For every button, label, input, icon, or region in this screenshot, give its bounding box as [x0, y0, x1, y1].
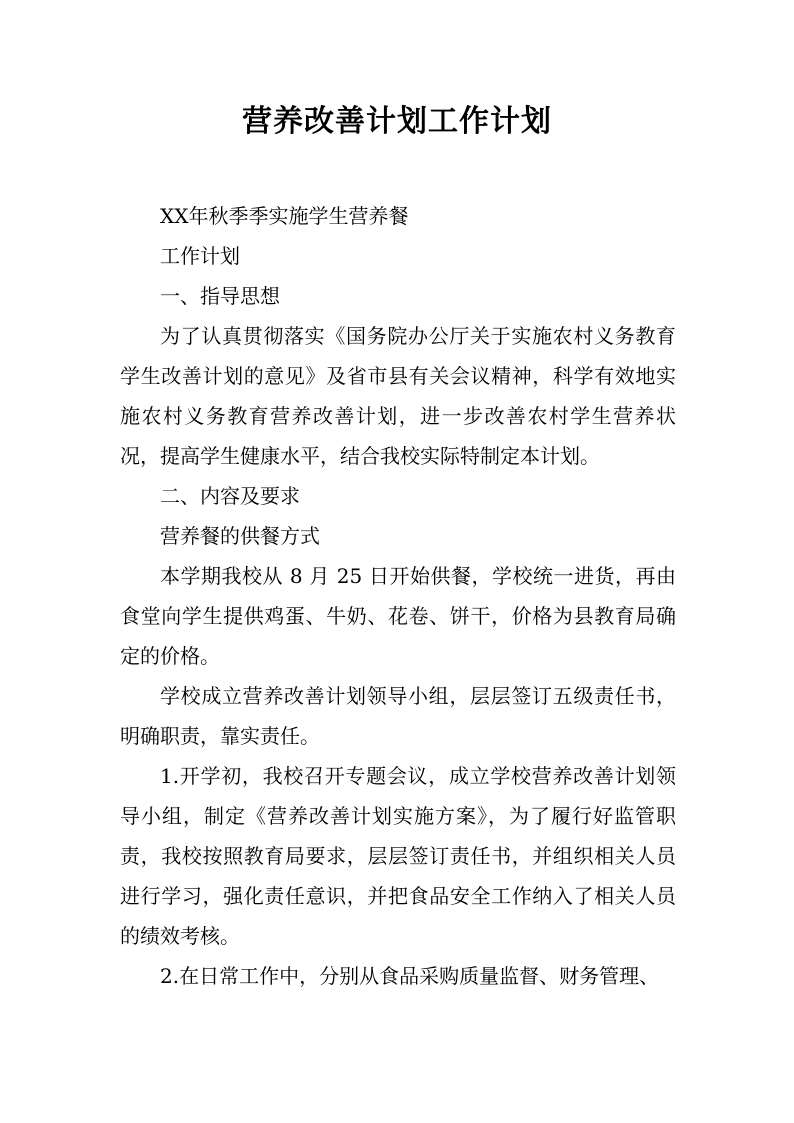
paragraph-meal-supply: 本学期我校从 8 月 25 日开始供餐，学校统一进货，再由食堂向学生提供鸡蛋、牛奶、花卷、饼干，价格为县教育局确定的价格。 — [120, 564, 676, 668]
document-body — [120, 196, 676, 996]
paragraph-guiding-ideology: 为了认真贯彻落实《国务院办公厅关于实施农村义务教育学生改善计划的意见》及省市县有关会议精神，科学有效地实施农村义务教育营养改善计划，进一步改善农村学生营养状况，提高学生健康水平，结合我校实际特制定本计划。 — [120, 324, 676, 468]
paragraph-leadership-group: 学校成立营养改善计划领导小组，层层签订五级责任书，明确职责，靠实责任。 — [120, 684, 676, 748]
document-title: 营养改善计划工作计划 — [242, 104, 552, 139]
paragraph-item-1: 1.开学初，我校召开专题会议，成立学校营养改善计划领导小组，制定《营养改善计划实施方案》，为了履行好监管职责，我校按照教育局要求，层层签订责任书，并组织相关人员进行学习，强化责任意识，并把食品安全工作纳入了相关人员的绩效考核。 — [120, 764, 676, 948]
section-heading-guiding-ideology: 一、指导思想 — [160, 284, 280, 308]
section-heading-content-requirements: 二、内容及要求 — [160, 484, 300, 508]
paragraph-meal-method-heading: 营养餐的供餐方式 — [160, 524, 320, 548]
paragraph-plan-subheading: 工作计划 — [160, 244, 240, 268]
paragraph-item-2: 2.在日常工作中，分别从食品采购质量监督、财务管理、 — [160, 964, 660, 988]
paragraph-plan-heading: XX年秋季季实施学生营养餐 — [160, 204, 409, 228]
